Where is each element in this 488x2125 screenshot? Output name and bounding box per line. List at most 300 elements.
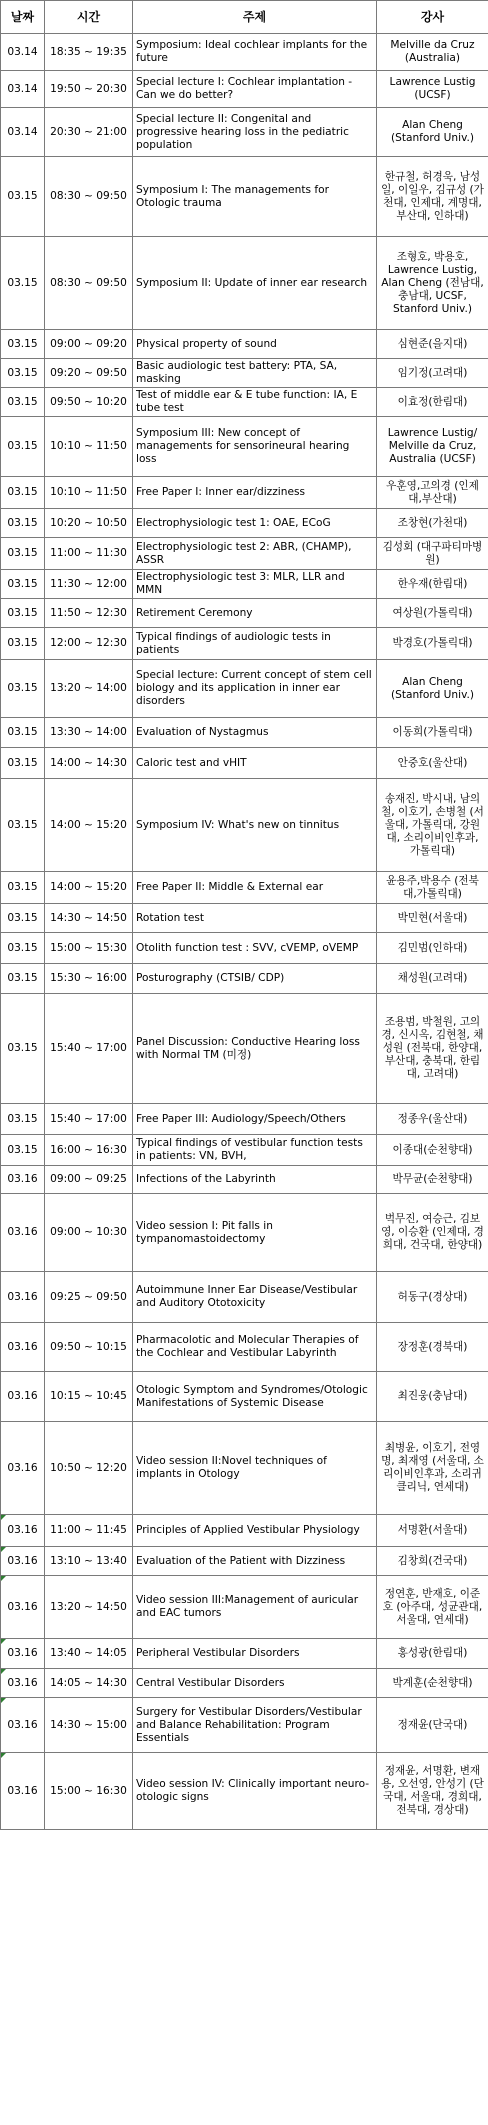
date-cell-text: 03.16 [7, 1676, 38, 1689]
topic-cell [133, 779, 377, 872]
time-cell [45, 237, 133, 330]
topic-cell [133, 1639, 377, 1669]
speaker-cell-text: 벅무진, 여승근, 김보영, 이승환 (인제대, 경희대, 건국대, 한양대) [381, 1213, 484, 1251]
date-cell [1, 1422, 45, 1515]
date-cell [1, 388, 45, 417]
topic-cell-text: Special lecture I: Cochlear implantation - Can we do better? [136, 76, 353, 101]
topic-cell-text: Electrophysiologic test 2: ABR, (CHAMP), ASSR [136, 540, 352, 566]
speaker-cell-text: 최진웅(충남대) [397, 1390, 468, 1402]
time-cell-text: 11:00 ~ 11:30 [50, 547, 127, 559]
speaker-cell [377, 330, 488, 359]
speaker-cell-text: Melville da Cruz (Australia) [390, 39, 475, 64]
time-cell-text: 20:30 ~ 21:00 [50, 125, 127, 138]
time-cell-text: 10:20 ~ 10:50 [50, 516, 127, 529]
topic-cell [133, 1323, 377, 1372]
time-cell [45, 1166, 133, 1194]
table-row [1, 964, 488, 994]
time-cell-text: 14:00 ~ 15:20 [50, 881, 127, 893]
speaker-cell-text: 임기정(고려대) [397, 366, 468, 379]
topic-cell-text: Electrophysiologic test 3: MLR, LLR and MMN [136, 571, 345, 596]
date-cell-text: 03.14 [7, 125, 38, 138]
date-cell-text: 03.15 [7, 1143, 38, 1156]
date-cell-text: 03.14 [7, 82, 38, 95]
topic-cell [133, 872, 377, 904]
speaker-cell [377, 237, 488, 330]
date-cell-text: 03.15 [7, 440, 38, 452]
speaker-cell [377, 718, 488, 748]
time-cell [45, 570, 133, 599]
time-cell [45, 477, 133, 509]
table-row [1, 388, 488, 417]
time-cell-text: 15:00 ~ 16:30 [50, 1784, 127, 1797]
speaker-cell-text: 정재윤(단국대) [397, 1718, 468, 1731]
time-cell [45, 1194, 133, 1272]
speaker-cell [377, 933, 488, 964]
table-row [1, 477, 488, 509]
date-cell-text: 03.15 [7, 606, 38, 619]
date-cell-text: 03.15 [7, 1042, 38, 1054]
speaker-cell-text: 김성회 (대구파티마병원) [382, 540, 483, 566]
date-cell [1, 628, 45, 660]
date-cell [1, 34, 45, 71]
topic-cell-text: Video session I: Pit falls in tympanomastoidectomy [136, 1219, 273, 1245]
speaker-cell-text: 안중호(울산대) [397, 756, 468, 769]
date-cell [1, 1515, 45, 1547]
table-row [1, 1272, 488, 1323]
date-cell-text: 03.16 [7, 1340, 38, 1353]
speaker-cell [377, 1753, 488, 1830]
speaker-cell [377, 1372, 488, 1422]
time-cell-text: 09:00 ~ 10:30 [50, 1226, 127, 1238]
topic-cell-text: Peripheral Vestibular Disorders [136, 1647, 300, 1659]
time-cell [45, 904, 133, 933]
cell-corner-marker [1, 1753, 6, 1758]
date-cell [1, 1194, 45, 1272]
speaker-cell-text: Alan Cheng (Stanford Univ.) [390, 675, 475, 701]
time-cell [45, 1372, 133, 1422]
date-cell-text: 03.15 [7, 516, 38, 529]
date-cell-text: 03.15 [7, 337, 38, 350]
topic-cell-text: Symposium: Ideal cochlear implants for the future [136, 39, 368, 64]
table-row [1, 628, 488, 660]
topic-cell-text: Typical findings of audiologic tests in patients [136, 630, 331, 656]
time-cell-text: 09:00 ~ 09:20 [50, 337, 127, 350]
speaker-cell-text: 조용범, 박철원, 고의경, 신시옥, 김현철, 채성원 (전북대, 한양대, 부산대, 충북대, 한림대, 고려대) [381, 1016, 484, 1080]
topic-cell [133, 964, 377, 994]
date-cell-text: 03.15 [7, 682, 38, 694]
topic-cell-text: Retirement Ceremony [136, 606, 253, 619]
topic-cell [133, 748, 377, 779]
speaker-cell-text: 홍성광(한림대) [397, 1647, 468, 1659]
speaker-cell [377, 748, 488, 779]
topic-cell-text: Infections of the Labyrinth [136, 1173, 276, 1185]
speaker-cell-text: 서명환(서울대) [397, 1524, 468, 1536]
header-row [1, 1, 488, 34]
topic-cell [133, 157, 377, 237]
time-cell [45, 509, 133, 538]
topic-cell [133, 359, 377, 388]
topic-cell-text: Evaluation of the Patient with Dizziness [136, 1554, 346, 1567]
topic-cell [133, 628, 377, 660]
speaker-cell [377, 1639, 488, 1669]
date-cell [1, 570, 45, 599]
topic-cell [133, 718, 377, 748]
time-cell-text: 09:50 ~ 10:15 [50, 1340, 127, 1353]
speaker-cell [377, 34, 488, 71]
speaker-cell-text: 김창희(건국대) [397, 1554, 468, 1567]
date-cell [1, 1639, 45, 1669]
time-cell-text: 14:00 ~ 14:30 [50, 756, 127, 769]
date-cell-text: 03.15 [7, 486, 38, 498]
date-cell [1, 1104, 45, 1135]
topic-cell [133, 1669, 377, 1698]
time-cell [45, 330, 133, 359]
speaker-cell [377, 1194, 488, 1272]
table-row [1, 538, 488, 570]
topic-cell-text: Pharmacolotic and Molecular Therapies of the Cochlear and Vestibular Labyrinth [136, 1334, 359, 1359]
speaker-cell [377, 628, 488, 660]
speaker-cell [377, 417, 488, 477]
topic-cell [133, 599, 377, 628]
topic-cell [133, 1372, 377, 1422]
time-cell [45, 660, 133, 718]
time-cell [45, 718, 133, 748]
table-row [1, 509, 488, 538]
speaker-cell-text: 박무균(순천향대) [392, 1173, 473, 1185]
time-cell-text: 08:30 ~ 09:50 [50, 190, 127, 202]
topic-cell [133, 1515, 377, 1547]
time-cell-text: 10:50 ~ 12:20 [50, 1461, 127, 1474]
speaker-cell-text: 박계훈(순천향대) [392, 1676, 473, 1689]
topic-cell-text: Panel Discussion: Conductive Hearing loss with Normal TM (미정) [136, 1035, 360, 1061]
time-cell-text: 10:15 ~ 10:45 [50, 1390, 127, 1402]
topic-cell [133, 1135, 377, 1166]
time-cell-text: 15:30 ~ 16:00 [50, 972, 127, 984]
date-cell-text: 03.16 [7, 1554, 38, 1567]
time-cell-text: 14:00 ~ 15:20 [50, 818, 127, 831]
topic-cell-text: Evaluation of Nystagmus [136, 726, 269, 738]
time-cell [45, 1515, 133, 1547]
date-cell [1, 71, 45, 108]
table-row [1, 1547, 488, 1576]
cell-corner-marker [1, 1639, 6, 1644]
topic-cell-text: Free Paper III: Audiology/Speech/Others [136, 1112, 346, 1125]
topic-cell [133, 1104, 377, 1135]
time-cell-text: 15:40 ~ 17:00 [50, 1042, 127, 1054]
speaker-cell-text: 송재진, 박시내, 남의철, 이호기, 손병철 (서울대, 가톨릭대, 강원대, 소리이비인후과, 가톨릭대) [381, 792, 484, 857]
header-topic: 주제 [133, 1, 377, 34]
time-cell [45, 933, 133, 964]
date-cell-text: 03.15 [7, 726, 38, 738]
table-row [1, 1323, 488, 1372]
time-cell-text: 08:30 ~ 09:50 [50, 276, 127, 289]
speaker-cell-text: 허동구(경상대) [397, 1290, 468, 1303]
date-cell [1, 417, 45, 477]
table-row [1, 1576, 488, 1639]
speaker-cell [377, 538, 488, 570]
topic-cell-text: Physical property of sound [136, 337, 277, 350]
table-row [1, 1422, 488, 1515]
date-cell [1, 237, 45, 330]
topic-cell-text: Test of middle ear & E tube function: IA, E tube test [136, 389, 358, 414]
speaker-cell-text: 심현준(을지대) [397, 337, 468, 350]
date-cell [1, 964, 45, 994]
speaker-cell [377, 1547, 488, 1576]
table-row [1, 660, 488, 718]
topic-cell-text: Free Paper I: Inner ear/dizziness [136, 486, 306, 498]
date-cell [1, 1669, 45, 1698]
topic-cell [133, 388, 377, 417]
time-cell [45, 1104, 133, 1135]
speaker-cell-text: 윤용주,박용수 (전북대,가톨릭대) [386, 874, 479, 900]
time-cell-text: 13:30 ~ 14:00 [50, 726, 127, 738]
date-cell [1, 872, 45, 904]
speaker-cell-text: Lawrence Lustig (UCSF) [389, 76, 476, 101]
cell-corner-marker [1, 1547, 6, 1552]
speaker-cell-text: 이종대(순천향대) [392, 1143, 473, 1156]
time-cell-text: 09:20 ~ 09:50 [50, 366, 127, 379]
topic-cell-text: Electrophysiologic test 1: OAE, ECoG [136, 516, 331, 529]
date-cell [1, 477, 45, 509]
speaker-cell-text: 이효정(한림대) [397, 395, 468, 408]
speaker-cell-text: 한우재(한림대) [397, 577, 468, 590]
time-cell [45, 388, 133, 417]
time-cell [45, 994, 133, 1104]
topic-cell [133, 1422, 377, 1515]
speaker-cell-text: 이동희(가톨릭대) [392, 726, 473, 738]
date-cell-text: 03.15 [7, 190, 38, 202]
time-cell [45, 1576, 133, 1639]
speaker-cell-text: 채성원(고려대) [397, 972, 468, 984]
time-cell [45, 34, 133, 71]
time-cell-text: 10:10 ~ 11:50 [50, 440, 127, 452]
table-row [1, 1194, 488, 1272]
topic-cell [133, 1753, 377, 1830]
speaker-cell-text: 최병윤, 이호기, 전영명, 최재영 (서울대, 소리이비인후과, 소리귀클리닉, 연세대) [381, 1442, 484, 1493]
date-cell [1, 157, 45, 237]
time-cell [45, 359, 133, 388]
date-cell [1, 718, 45, 748]
speaker-cell [377, 1422, 488, 1515]
table-row [1, 108, 488, 157]
speaker-cell [377, 1515, 488, 1547]
speaker-cell [377, 964, 488, 994]
topic-cell-text: Central Vestibular Disorders [136, 1676, 285, 1689]
time-cell-text: 16:00 ~ 16:30 [50, 1143, 127, 1156]
topic-cell [133, 904, 377, 933]
speaker-cell [377, 994, 488, 1104]
cell-corner-marker [1, 1698, 6, 1703]
topic-cell-text: Symposium II: Update of inner ear research [136, 276, 368, 289]
date-cell-text: 03.16 [7, 1524, 38, 1536]
topic-cell-text: Special lecture II: Congenital and progressive hearing loss in the pediatric population [136, 112, 349, 151]
speaker-cell [377, 1104, 488, 1135]
speaker-cell-text: 장정훈(경북대) [397, 1340, 468, 1353]
time-cell-text: 09:25 ~ 09:50 [50, 1290, 127, 1303]
date-cell-text: 03.16 [7, 1718, 38, 1731]
time-cell-text: 09:00 ~ 09:25 [50, 1173, 127, 1185]
time-cell [45, 108, 133, 157]
topic-cell-text: Surgery for Vestibular Disorders/Vestibular and Balance Rehabilitation: Program Essentials [136, 1705, 362, 1744]
date-cell-text: 03.16 [7, 1226, 38, 1238]
time-cell [45, 1135, 133, 1166]
table-row [1, 748, 488, 779]
date-cell-text: 03.15 [7, 366, 38, 379]
topic-cell [133, 71, 377, 108]
time-cell [45, 872, 133, 904]
topic-cell-text: Posturography (CTSIB/ CDP) [136, 972, 285, 984]
date-cell-text: 03.15 [7, 881, 38, 893]
table-row [1, 237, 488, 330]
topic-cell-text: Principles of Applied Vestibular Physiology [136, 1524, 360, 1536]
date-cell [1, 1753, 45, 1830]
date-cell-text: 03.16 [7, 1173, 38, 1185]
header-date: 날짜 [1, 1, 45, 34]
date-cell-text: 03.16 [7, 1390, 38, 1402]
time-cell-text: 11:50 ~ 12:30 [50, 606, 127, 619]
speaker-cell-text: 박민현(서울대) [397, 911, 468, 924]
topic-cell [133, 34, 377, 71]
topic-cell [133, 1576, 377, 1639]
speaker-cell-text: 정연훈, 반재호, 이준호 (아주대, 성균관대, 서울대, 연세대) [382, 1587, 483, 1626]
time-cell [45, 1753, 133, 1830]
time-cell [45, 1669, 133, 1698]
date-cell-text: 03.15 [7, 818, 38, 831]
date-cell [1, 1576, 45, 1639]
time-cell-text: 11:00 ~ 11:45 [50, 1524, 127, 1536]
date-cell [1, 904, 45, 933]
date-cell-text: 03.16 [7, 1784, 38, 1797]
speaker-cell [377, 599, 488, 628]
topic-cell [133, 1194, 377, 1272]
time-cell-text: 14:30 ~ 15:00 [50, 1718, 127, 1731]
table-row [1, 1372, 488, 1422]
topic-cell-text: Video session II:Novel techniques of implants in Otology [136, 1455, 327, 1480]
date-cell [1, 599, 45, 628]
time-cell [45, 1639, 133, 1669]
time-cell-text: 15:00 ~ 15:30 [50, 941, 127, 954]
speaker-cell-text: 박경호(가톨릭대) [392, 637, 473, 649]
time-cell-text: 18:35 ~ 19:35 [50, 45, 127, 58]
table-row [1, 718, 488, 748]
time-cell [45, 599, 133, 628]
date-cell [1, 1372, 45, 1422]
topic-cell [133, 1166, 377, 1194]
time-cell [45, 1547, 133, 1576]
table-row [1, 779, 488, 872]
speaker-cell-text: 정종우(울산대) [397, 1112, 468, 1125]
table-row [1, 1515, 488, 1547]
table-row [1, 417, 488, 477]
speaker-cell [377, 660, 488, 718]
table-row [1, 933, 488, 964]
speaker-cell [377, 157, 488, 237]
topic-cell [133, 1547, 377, 1576]
topic-cell [133, 237, 377, 330]
table-row [1, 157, 488, 237]
speaker-cell-text: 김민범(인하대) [397, 941, 468, 954]
time-cell [45, 71, 133, 108]
date-cell-text: 03.15 [7, 637, 38, 649]
table-row [1, 330, 488, 359]
topic-cell-text: Otologic Symptom and Syndromes/Otologic Manifestations of Systemic Disease [136, 1383, 368, 1409]
table-row [1, 1753, 488, 1830]
table-row [1, 1104, 488, 1135]
date-cell-text: 03.15 [7, 972, 38, 984]
date-cell-text: 03.15 [7, 1112, 38, 1125]
speaker-cell-text: 조형호, 박용호, Lawrence Lustig, Alan Cheng (전남대, 충남대, UCSF, Stanford Univ.) [381, 250, 484, 315]
time-cell-text: 19:50 ~ 20:30 [50, 82, 127, 95]
date-cell-text: 03.16 [7, 1647, 38, 1659]
table-row [1, 71, 488, 108]
date-cell-text: 03.15 [7, 577, 38, 590]
date-cell [1, 748, 45, 779]
table-row [1, 359, 488, 388]
topic-cell [133, 1698, 377, 1753]
speaker-cell-text: Lawrence Lustig/ Melville da Cruz, Australia (UCSF) [387, 427, 478, 465]
time-cell-text: 11:30 ~ 12:00 [50, 577, 127, 590]
time-cell [45, 1698, 133, 1753]
topic-cell [133, 994, 377, 1104]
speaker-cell [377, 359, 488, 388]
table-row [1, 1639, 488, 1669]
time-cell-text: 13:40 ~ 14:05 [50, 1647, 127, 1659]
date-cell [1, 538, 45, 570]
speaker-cell-text: 조창현(가천대) [397, 516, 468, 529]
speaker-cell-text: 우훈영,고의경 (인제대,부산대) [386, 479, 479, 505]
speaker-cell [377, 872, 488, 904]
table-row [1, 599, 488, 628]
time-cell-text: 13:20 ~ 14:00 [50, 682, 127, 694]
topic-cell [133, 1272, 377, 1323]
topic-cell [133, 660, 377, 718]
time-cell-text: 14:30 ~ 14:50 [50, 911, 127, 924]
date-cell [1, 1272, 45, 1323]
date-cell-text: 03.15 [7, 911, 38, 924]
time-cell [45, 1323, 133, 1372]
topic-cell-text: Rotation test [136, 911, 205, 924]
time-cell [45, 417, 133, 477]
time-cell-text: 13:10 ~ 13:40 [50, 1554, 127, 1567]
time-cell-text: 10:10 ~ 11:50 [50, 486, 127, 498]
topic-cell [133, 933, 377, 964]
topic-cell-text: Autoimmune Inner Ear Disease/Vestibular and Auditory Ototoxicity [136, 1284, 358, 1309]
cell-corner-marker [1, 1515, 6, 1520]
topic-cell [133, 538, 377, 570]
table-row [1, 1166, 488, 1194]
speaker-cell-text: 정재윤, 서명환, 변재용, 오선영, 안성기 (단국대, 서울대, 경희대, 전북대, 경상대) [381, 1765, 484, 1816]
time-cell [45, 748, 133, 779]
speaker-cell [377, 388, 488, 417]
table-row [1, 872, 488, 904]
table-row [1, 34, 488, 71]
speaker-cell-text: Alan Cheng (Stanford Univ.) [390, 119, 475, 144]
speaker-cell [377, 1166, 488, 1194]
speaker-cell [377, 1135, 488, 1166]
time-cell [45, 964, 133, 994]
date-cell [1, 1135, 45, 1166]
topic-cell [133, 509, 377, 538]
date-cell-text: 03.16 [7, 1290, 38, 1303]
topic-cell-text: Caloric test and vHIT [136, 756, 247, 769]
table-row [1, 1669, 488, 1698]
topic-cell-text: Video session IV: Clinically important neuro-otologic signs [136, 1778, 370, 1803]
time-cell [45, 1422, 133, 1515]
header-time: 시간 [45, 1, 133, 34]
topic-cell [133, 477, 377, 509]
date-cell-text: 03.15 [7, 276, 38, 289]
speaker-cell [377, 779, 488, 872]
